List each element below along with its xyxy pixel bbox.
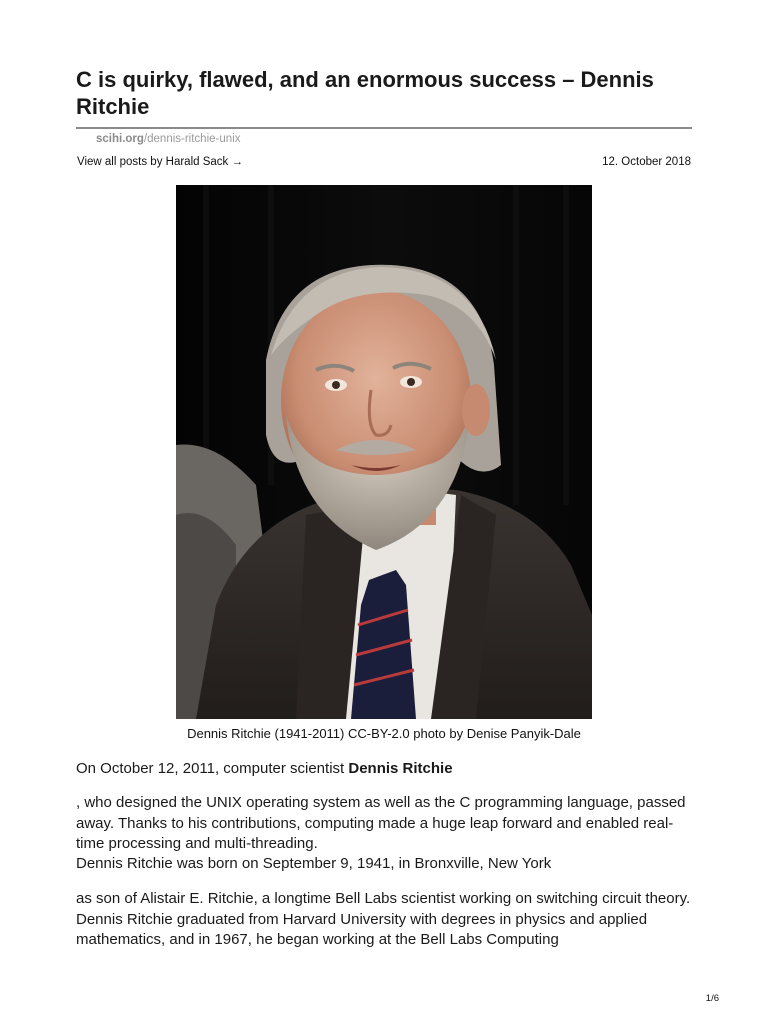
page-indicator: 1/6	[705, 993, 719, 1004]
source-path: /dennis-ritchie-unix	[143, 133, 241, 145]
source-domain: scihi.org	[96, 133, 144, 145]
source-link[interactable]	[96, 133, 240, 145]
intro-text: On October 12, 2011, computer scientist	[76, 760, 349, 777]
paragraph-education: as son of Alistair E. Ritchie, a longtime Bell Labs scientist working on switching circuit theory. Dennis Ritchie graduated from Harvard University with degrees in physics and applied mathematics, and in 1967, he began working at the Bell Labs Computing	[76, 890, 691, 948]
publish-date: 12. October 2018	[602, 156, 691, 168]
article-title: C is quirky, flawed, and an enormous success – Dennis Ritchie	[76, 67, 654, 119]
paragraph-legacy: , who designed the UNIX operating system as well as the C programming language, passed away. Thanks to his contributions, computing made a huge leap forward and enabled real-time processing and multi-threading.	[76, 794, 686, 852]
paragraph-intro	[76, 759, 692, 780]
author-link[interactable]: View all posts by Harald Sack →	[77, 156, 243, 168]
photo-caption: Dennis Ritchie (1941-2011) CC-BY-2.0 photo by Denise Panyik-Dale	[187, 726, 581, 741]
portrait-photo	[176, 185, 592, 719]
paragraph-birth: Dennis Ritchie was born on September 9, 1941, in Bronxville, New York	[76, 855, 552, 872]
title-divider	[76, 127, 692, 129]
person-name-link[interactable]: Dennis Ritchie	[348, 760, 453, 777]
